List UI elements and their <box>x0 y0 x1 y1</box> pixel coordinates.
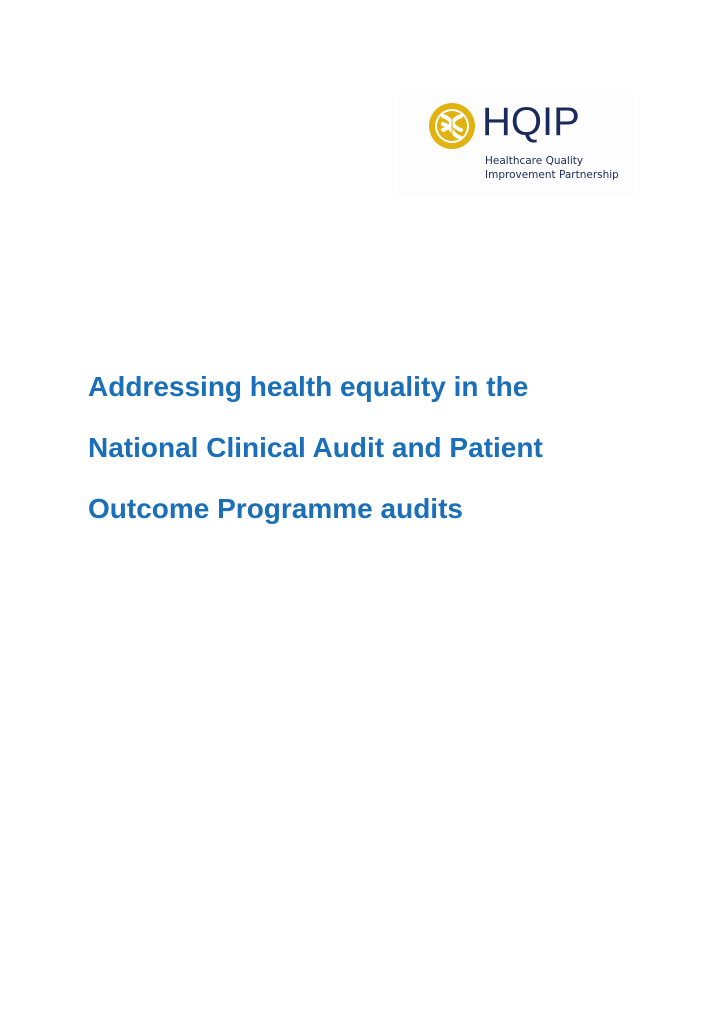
hqip-logo-icon <box>428 102 476 150</box>
title-line-3: Outcome Programme audits <box>88 493 463 524</box>
title-line-2: National Clinical Audit and Patient <box>88 432 543 463</box>
logo-subtitle-line1: Healthcare Quality <box>485 155 584 167</box>
hqip-logo <box>398 90 634 196</box>
logo-subtitle <box>485 154 619 182</box>
logo-wordmark: HQIP <box>482 100 580 144</box>
title-line-1: Addressing health equality in the <box>88 371 529 402</box>
logo-subtitle-line2: Improvement Partnership <box>485 169 619 181</box>
document-title <box>88 356 688 539</box>
